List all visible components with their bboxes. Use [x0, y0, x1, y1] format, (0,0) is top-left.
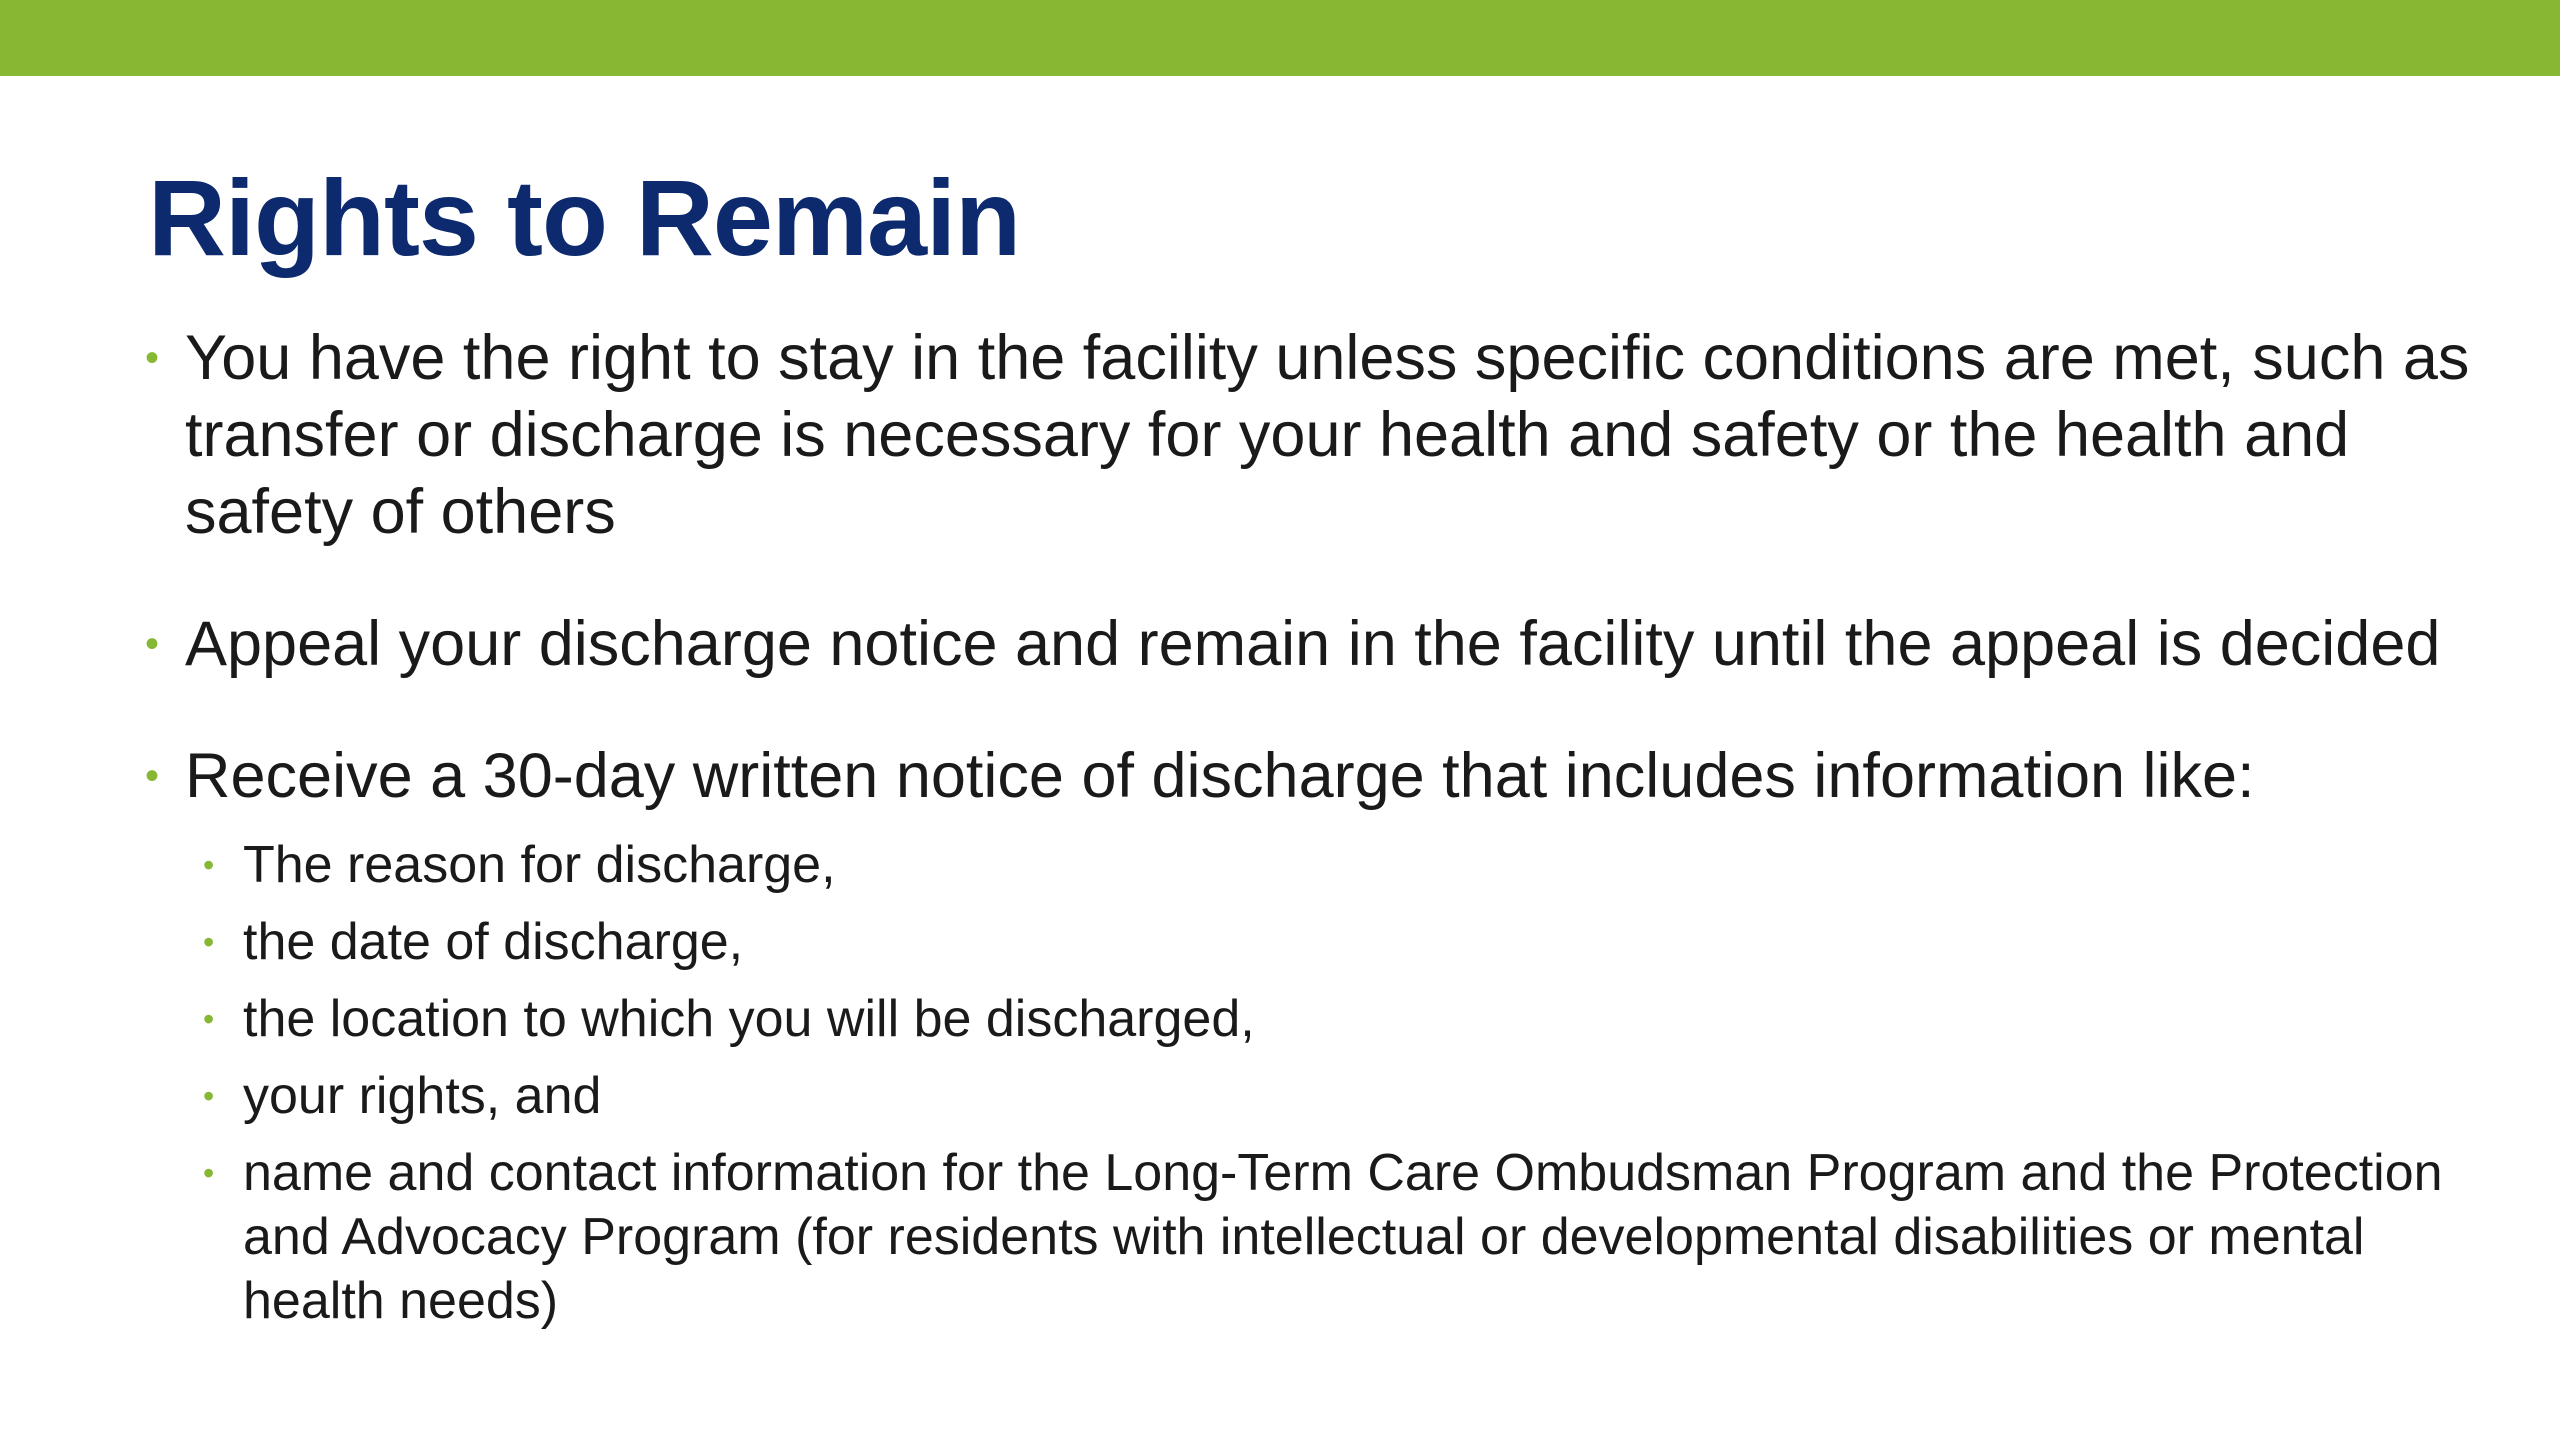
sub-bullet-dot-icon: •	[203, 924, 215, 960]
sub-bullet-dot-icon: •	[203, 1155, 215, 1191]
sub-bullet-list	[203, 833, 2475, 1333]
sub-bullet-item	[203, 1064, 2475, 1128]
bullet-list	[145, 320, 2475, 1346]
sub-bullet-dot-icon: •	[203, 1001, 215, 1037]
sub-bullet-dot-icon: •	[203, 847, 215, 883]
bullet-item	[145, 606, 2475, 683]
bullet-text: Receive a 30-day written notice of discharge that includes information like:	[185, 741, 2255, 811]
bullet-item	[145, 738, 2475, 1333]
sub-bullet-text: your rights, and	[243, 1067, 602, 1125]
bullet-text: You have the right to stay in the facility unless specific conditions are met, such as transfer or discharge is necessary for your health and safety or the health and safety of others	[185, 323, 2470, 547]
sub-bullet-dot-icon: •	[203, 1078, 215, 1114]
sub-bullet-item	[203, 833, 2475, 897]
sub-bullet-item	[203, 987, 2475, 1051]
bullet-dot-icon: •	[145, 754, 160, 798]
bullet-text: Appeal your discharge notice and remain in the facility until the appeal is decided	[185, 609, 2441, 679]
bullet-item	[145, 320, 2475, 551]
top-accent-bar	[0, 0, 2560, 76]
sub-bullet-text: the date of discharge,	[243, 913, 744, 971]
bullet-dot-icon: •	[145, 336, 160, 380]
bullet-dot-icon: •	[145, 622, 160, 666]
sub-bullet-text: name and contact information for the Long-Term Care Ombudsman Program and the Protection and Advocacy Program (for residents with intellectual or developmental disabilities or mental health needs)	[243, 1144, 2443, 1330]
sub-bullet-item	[203, 910, 2475, 974]
sub-bullet-item	[203, 1141, 2475, 1333]
sub-bullet-text: The reason for discharge,	[243, 836, 836, 894]
slide-title: Rights to Remain	[148, 157, 1021, 278]
sub-bullet-text: the location to which you will be discharged,	[243, 990, 1255, 1048]
